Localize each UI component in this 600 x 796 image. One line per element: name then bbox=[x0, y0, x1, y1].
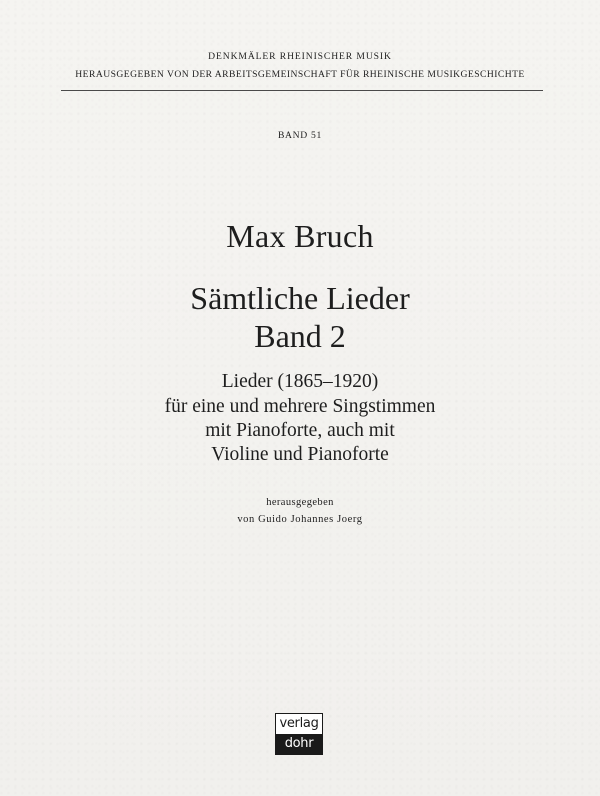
description-line: Lieder (1865–1920) bbox=[221, 371, 379, 392]
publisher-logo-top: verlag bbox=[276, 714, 322, 734]
publisher-logo-bottom: dohr bbox=[276, 734, 322, 754]
editor-name: von Guido Johannes Joerg bbox=[237, 514, 363, 525]
description-line: Violine und Pianoforte bbox=[211, 444, 389, 465]
description-line: mit Pianoforte, auch mit bbox=[205, 420, 395, 441]
publisher-logo bbox=[275, 713, 323, 755]
series-title: DENKMÄLER RHEINISCHER MUSIK bbox=[208, 51, 392, 62]
work-title: Sämtliche Lieder bbox=[190, 280, 410, 316]
editor-label: herausgegeben bbox=[266, 497, 334, 508]
composer-name: Max Bruch bbox=[226, 218, 374, 254]
description-line: für eine und mehrere Singstimmen bbox=[164, 396, 436, 417]
header-divider bbox=[61, 90, 543, 91]
work-volume: Band 2 bbox=[254, 318, 346, 354]
series-publisher-line: HERAUSGEGEBEN VON DER ARBEITSGEMEINSCHAFT FÜR RHEINISCHE MUSIKGESCHICHTE bbox=[75, 69, 525, 80]
volume-number: BAND 51 bbox=[277, 130, 323, 141]
